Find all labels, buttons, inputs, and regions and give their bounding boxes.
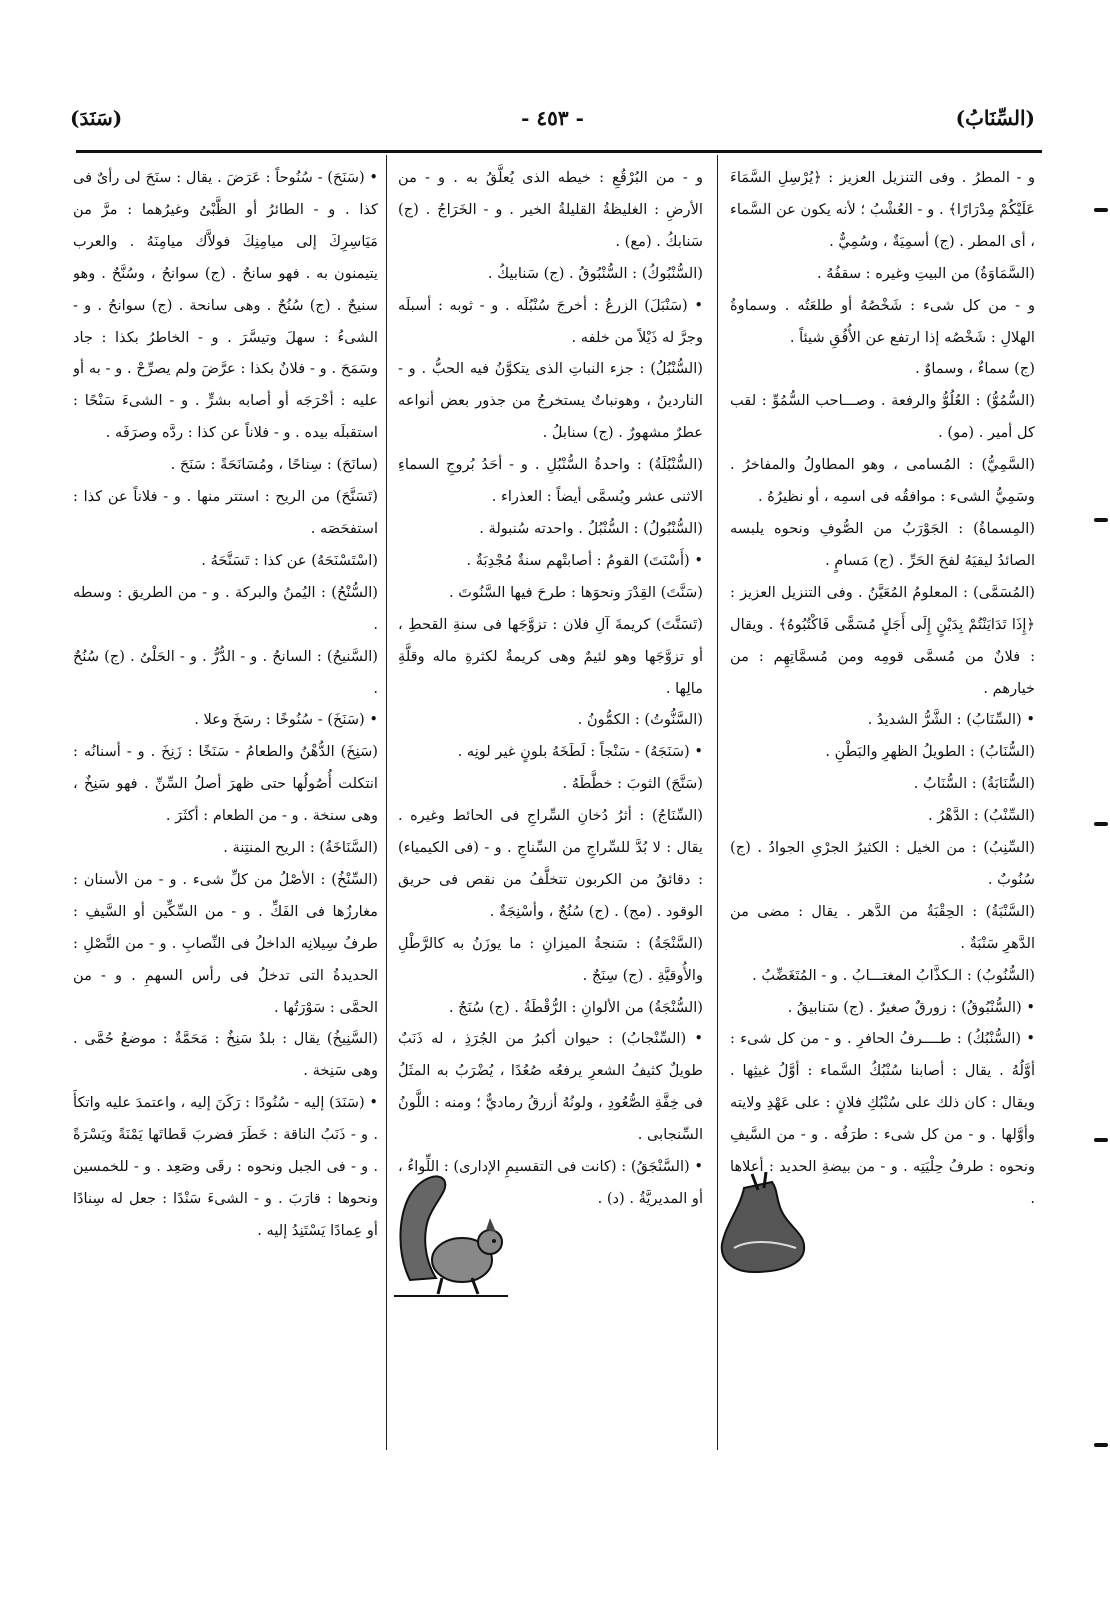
entry-paragraph: (السُّنْجَةُ) من الألوانِ : الرُّقْطَةُ . (ج) سُنَجٌ . bbox=[448, 998, 703, 1016]
entry-paragraph: (السُّنْبُلَةُ) : واحدةُ السُّنْبُلِ . و - أحَدُ بُروجِ السماءِ الاثنى عشر ويُسمَّى أيضاً : العذراء . bbox=[398, 456, 703, 506]
entry-paragraph: (سانَحَ) : سِناحًا ، ومُسَانَحَةً : سَنَحَ . bbox=[170, 456, 378, 474]
column-divider bbox=[386, 155, 387, 1450]
entry-paragraph: (السُّنْحُ) : اليُمنُ والبركة . و - من الطريق : وسطه . bbox=[73, 583, 378, 633]
entry-paragraph: (السَّنْجَةُ) : سَنجةُ الميزانِ : ما يوزَنُ به كالرَّطْلِ والأُوقيَّةِ . (ج) سِنَجٌ . bbox=[398, 934, 703, 984]
entry-paragraph: و - من البُرْقُعِ : خيطه الذى يُعلَّقُ به . و - من الأرضِ : الغليظةُ القليلةُ الخير . و - الخَرَاجُ . (ج) سَنابكُ . (مع) . bbox=[398, 169, 703, 250]
entry-paragraph: (السَّمَاوَةُ) من البيتِ وغيره : سقفُهُ . bbox=[816, 264, 1035, 282]
entry-paragraph: • (السُّنْبُوقُ) : زورقٌ صغيرٌ . (ج) سَنابيقُ . bbox=[787, 998, 1035, 1016]
entry-paragraph: (السِّنِبُ) : من الخيل : الكثيرُ الجرْىِ الجوادُ . (ج) سُنُوبٌ . bbox=[730, 839, 1035, 888]
entry-paragraph: • (السُّنْبُكُ) : طــــرفُ الحافرِ . و - من كل شىء : أوَّلُهُ . يقال : أصابنا سُنْبُكُ السَّماء : أوَّلُ غيثِها . ويقال : كان ذلك على سُنْبُكِ فلانٍ : على عَهْدِ ولايته وأوَّلها . و - من كل شىء : طرَفُه . و - من السَّيفِ ونحوه : طرفُ حِلْيَتِه . و - من بيضةِ الحديد : أعلاها . bbox=[730, 1030, 1035, 1207]
entry-paragraph: (السِّنْخُ) : الأصْلُ من كلِّ شىء . و - من الأسنان : مغارزُها فى الفَكِّ . و - من السِّكِّين أو السَّيفِ : طرفُ سِيلانِه الداخلُ فى النِّصابِ . و - من النَّصْلِ : الحديدةُ التى تدخلُ فى رأس السهمِ . و - من الحمَّى : سَوْرَتُها . bbox=[73, 870, 378, 1016]
entry-paragraph: (السُّنْبُلُ) : جزء النباتِ الذى يتكوَّنُ فيه الحبُّ . و - الناردينُ ، وهونباتٌ يستخرجُ من جذور بعض أنواعه عطرٌ مشهورٌ . (ج) سنابلُ . bbox=[398, 360, 703, 442]
entry-paragraph: • (السِّنْجابُ) : حيوان أكبرُ من الجُرَذِ ، له ذَنَبٌ طويلٌ كثيفُ الشعرِ يرفعُه صُعُدًا ، يُضْرَبُ به المثَلُ فى خِفَّةِ الصُّعُودِ ، ولونُهُ أزرقُ رماديٌّ ؛ ومنه : اللَّونُ السِّنجابى . bbox=[398, 1030, 703, 1144]
hoof-illustration bbox=[712, 1168, 812, 1278]
entry-paragraph: (السِّنْبُ) : الدَّهْرُ . bbox=[927, 807, 1035, 825]
entry-paragraph: (السَّنُّوتُ) : الكمُّونُ . bbox=[577, 711, 703, 729]
entry-paragraph: • (سَنْبَلَ) الزرعُ : أخرجَ سُنْبُلَه . و - ثوبه : أسبلَه وجرَّ له ذَيْلاً من خلفه . bbox=[398, 296, 703, 346]
page-header bbox=[70, 100, 1035, 140]
header-rule bbox=[76, 150, 1042, 153]
entry-paragraph: (ج) سماءٌ ، وسماوٌ . bbox=[915, 360, 1035, 378]
entry-paragraph: (السِّنَاجُ) : أثرُ دُخانِ السِّراجِ فى الحائط وغيره . يقال : لا بُدَّ للسِّراجِ من السِّناجِ . و - (فى الكيمياء) : دقائقُ من الكربون تتخلَّفُ من نقص فى حريق الوقود . (مج) . (ج) سُنُجٌ ، وأسْنِجَةٌ . bbox=[398, 807, 703, 920]
entry-paragraph: • (سَنَدَ) إليه - سُنُودًا : رَكَنَ إليه ، واعتمدَ عليه واتكأَ . و - ذَنَبُ الناقة : خَطَرَ فضربَ قَطاتَها يَمْنَةً ويَسْرَةً . و - فى الجبل ونحوه : رقَى وصَعِد . و - للخمسين ونحوها : قارَبَ . و - الشىءَ سَنْدًا : جعل له سِنادًا أو عِمادًا يَسْتَنِدُ إليه . bbox=[73, 1094, 378, 1239]
entry-paragraph: • (السَّنْجَقُ) : (كانت فى التقسيمِ الإدارى) : اللِّواءُ ، أو المديريَّةُ . (د) . bbox=[398, 1158, 703, 1207]
entry-paragraph: (السَّنِيخُ) يقال : بلدٌ سَنِخٌ : مَحَمَّةٌ : موضعُ حُمَّى . وهى سَنِخة . bbox=[73, 1030, 378, 1080]
entry-paragraph: (السَّنيحُ) : السانحُ . و - الدُّرُّ . و - الحَلْىُ . (ج) سُنُحٌ . bbox=[73, 647, 378, 697]
edge-mark bbox=[1094, 1138, 1108, 1142]
edge-mark bbox=[1094, 1443, 1108, 1447]
entry-paragraph: (اسْتَسْنَحَهُ) عن كذا : تَسَنَّحَهُ . bbox=[201, 551, 378, 569]
entry-paragraph: (المُسَمَّى) : المعلومُ المُعَيَّنُ . وفى التنزيل العزيز : ﴿إِذَا تَدَايَنْتُمْ بِدَيْنٍ إِلَى أَجَلٍ مُسَمًّى فَاكْتُبُوهُ﴾ . ويقال : فلانٌ من مُسمَّى قومِه ومن مُسمَّاتِهِم : من خيارهم . bbox=[730, 583, 1035, 697]
entry-paragraph: (السُّنْبُولُ) : السُّنْبُلُ . واحدته سُنبولة . bbox=[479, 519, 703, 537]
entry-paragraph: • (السِّنَابُ) : الشَّرُّ الشديدُ . bbox=[867, 711, 1035, 729]
entry-paragraph: (السُّنْبُوكُ) : السُّنْبُوقُ . (ج) سَنابيكُ . bbox=[487, 264, 703, 282]
entry-paragraph: و - المطرُ . وفى التنزيل العزيز : ﴿يُرْسِلِ السَّمَاءَ عَلَيْكُمْ مِدْرَارًا﴾ . و - العُشْبُ ؛ لأنه يكون عن السَّماء ، أى المطر . (ج) أسمِيَةٌ ، وسُمِيٌّ . bbox=[730, 169, 1035, 250]
entry-paragraph: (السُّمُوُّ) : العُلُوُّ والرفعة . وصـــاحب السُّمُوِّ : لقب كل أمير . (مو) . bbox=[730, 392, 1035, 442]
entry-paragraph: (سَنَّجَ) الثوبَ : خطَّطَهُ . bbox=[562, 775, 703, 793]
entry-paragraph: (السَّنْبَةُ) : الحِقْبَةُ من الدَّهر . يقال : مضى من الدَّهرِ سَنْبَةٌ . bbox=[730, 902, 1035, 952]
header-last-entry: (سَنَدَ) bbox=[70, 106, 123, 130]
entry-paragraph: (سَنَّتَ) القِدْرَ ونحوَها : طرحَ فيها السَّنُوتَ . bbox=[448, 583, 703, 601]
entry-paragraph: • (سَنَخَ) - سُنُوخًا : رسَخَ وعلا . bbox=[194, 711, 378, 729]
entry-paragraph: و - من كل شىء : شَخْصُهُ أو طلعَتُه . وسماوةُ الهلالِ : شَخْصُه إذا ارتفع عن الأُفُقِ شيئاً . bbox=[730, 296, 1035, 346]
page-number: - ٤٥٣ - bbox=[521, 106, 584, 130]
edge-mark bbox=[1094, 208, 1108, 212]
entry-paragraph: (السَّمِيُّ) : المُسامى ، وهو المطاولُ والمفاخرُ . وسَمِيُّ الشىء : موافقُه فى اسمِه ، أو نظيرُهُ . bbox=[730, 456, 1035, 506]
entry-paragraph: (المِسماةُ) : الجَوْرَبُ من الصُّوفِ ونحوه يلبسه الصائدُ ليقيَهُ لفحَ الحَرِّ . (ج) مَسامٍ . bbox=[730, 519, 1035, 569]
entry-paragraph: (تَسَنَّحَ) من الريح : استتر منها . و - فلاناً عن كذا : استفحَصَه . bbox=[73, 488, 378, 537]
entry-paragraph: (السُّنُوبُ) : الـكذَّابُ المغتـــابُ . و - المُتَغَضِّبُ . bbox=[752, 966, 1035, 984]
entry-paragraph: • (سَنَجَهُ) - سَنْجاً : لَطَخَهُ بلونٍ غير لونِه . bbox=[457, 743, 703, 761]
entry-paragraph: (سَنِخَ) الدُّهْنُ والطعامُ - سَنَخًا : زَنِخَ . و - أسنانُه : انتكلت أُصُولُها حتى ظهرَ أصلُ السِّنِّ . فهو سَنِخٌ ، وهى سنخة . و - من الطعام : أكثَرَ . bbox=[73, 743, 378, 825]
edge-mark bbox=[1094, 518, 1108, 522]
entry-paragraph: • (سَنَحَ) - سُنُوحاً : عَرَضَ . يقال : سنَحَ لى رأىٌ فى كذا . و - الطائرُ أو الظَّبْىُ وغيرُهما : مرَّ من مَيَاسِرِكَ إلى ميامِنِكَ فولاَّك ميامِنَهُ . والعرب يتيمنون به . فهو سانحٌ . (ج) سوانحُ ، وسُنَّحٌ . وهو سنيحٌ . (ج) سُنُحٌ . وهى سانحة . (ج) سوانحُ . و - الشىءُ : سهلَ وتيسَّرَ . و - الخاطرُ بكذا : جاد وسَمَحَ . و - فلانٌ بكذا : عرَّضَ ولم يصرِّحْ . و - به أو عليه : أحْرَجَه أو أصابه بشرٍّ . و - الشىءَ سَنْحًا : استقبلَه بيده . و - فلاناً عن كذا : ردَّه وصرَفَه . bbox=[73, 169, 378, 442]
entry-paragraph: (تَسَنَّتَ) كريمةَ آلِ فلان : تزوَّجَها فى سنةِ القحطِ ، أو تزوَّجَها وهو لئيمٌ وهى كريمةٌ لكثرةِ ماله وقلَّةِ مالِها . bbox=[398, 615, 703, 697]
entry-paragraph: (السُّنَابَةُ) : السُّنَابُ . bbox=[913, 775, 1035, 793]
entry-paragraph: (السَّنَاخَةُ) : الريح المنتِنة . bbox=[223, 839, 378, 857]
entry-paragraph: (السُّنَابُ) : الطويلُ الظهرِ والبَطْنِ . bbox=[825, 743, 1035, 761]
squirrel-illustration bbox=[392, 1162, 510, 1302]
header-first-entry: (السِّنَابُ) bbox=[955, 106, 1035, 130]
entry-paragraph: • (أَسْنَتَ) القومُ : أصابتْهم سنةٌ مُجْدِبَةٌ . bbox=[466, 551, 703, 569]
edge-mark bbox=[1094, 822, 1108, 826]
column-left bbox=[73, 162, 378, 1442]
